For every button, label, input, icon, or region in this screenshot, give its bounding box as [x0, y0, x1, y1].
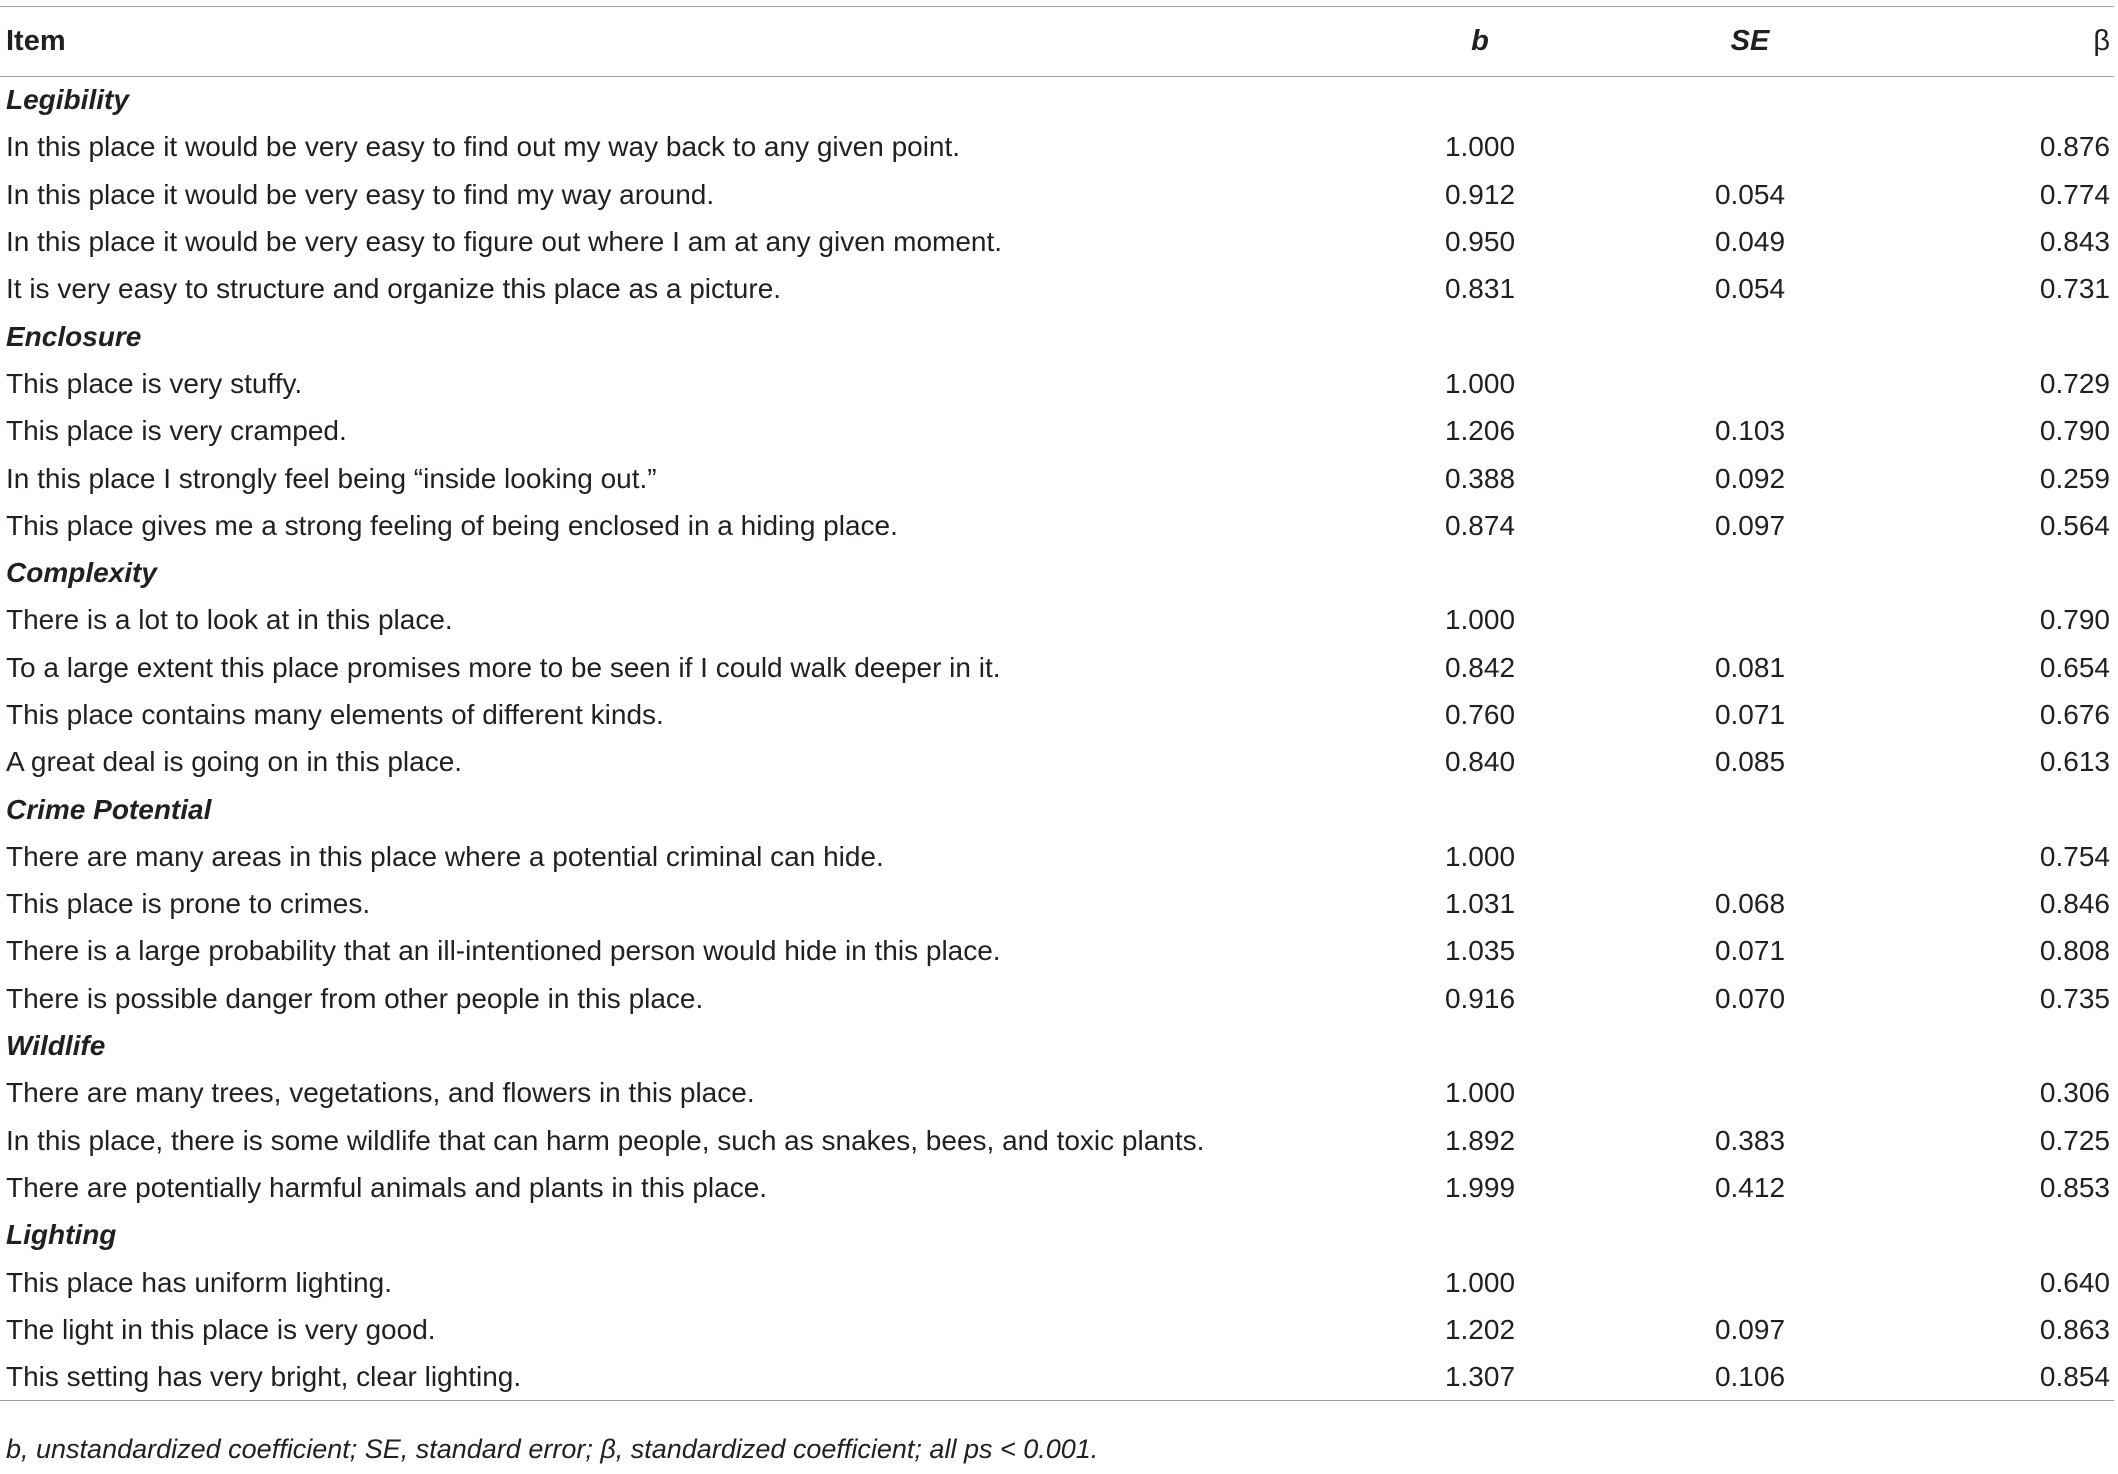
se-value: 0.092: [1714, 462, 1786, 494]
b-value: 0.760: [1444, 699, 1516, 730]
se-value: [1600, 597, 1900, 644]
item-text: A great deal is going on in this place.: [6, 746, 463, 778]
category-label: Wildlife: [6, 1030, 106, 1062]
item-text: This place gives me a strong feeling of being enclosed in a hiding place.: [6, 509, 898, 541]
table-row: [0, 171, 2114, 218]
b-value: 1.000: [1444, 131, 1516, 163]
b-value: 1.000: [1444, 604, 1516, 636]
bottom-rule: [0, 1401, 2114, 1402]
se-value: 0.106: [1714, 1360, 1786, 1392]
b-value: 1.031: [1444, 888, 1516, 920]
b-value: 1.035: [1444, 935, 1516, 967]
item-text: This place is very stuffy.: [6, 367, 303, 399]
beta-value: 0.676: [2039, 699, 2110, 730]
category-row: [0, 1212, 2114, 1259]
se-value: 0.054: [1714, 178, 1786, 210]
table-row: [0, 218, 2114, 265]
se-value: 0.054: [1714, 273, 1786, 305]
beta-value: 0.754: [2039, 840, 2110, 872]
se-value: 0.049: [1714, 226, 1786, 258]
table-row: [0, 597, 2114, 644]
table-row: [0, 1070, 2114, 1117]
item-text: This place has uniform lighting.: [6, 1266, 392, 1298]
table-row: [0, 455, 2114, 502]
table-footer: [0, 1401, 2114, 1402]
item-text: This place is very cramped.: [6, 415, 347, 447]
item-text: There is possible danger from other people in this place.: [6, 982, 704, 1014]
table-row: [0, 360, 2114, 407]
column-header-beta: β: [2093, 25, 2110, 57]
b-value: 0.874: [1444, 509, 1516, 541]
table-row: [0, 1164, 2114, 1211]
category-row: [0, 313, 2114, 360]
beta-value: 0.863: [2039, 1313, 2110, 1345]
item-text: There are many areas in this place where a potential criminal can hide.: [6, 840, 884, 872]
beta-value: 0.790: [2039, 604, 2110, 636]
b-value: 0.950: [1444, 226, 1516, 258]
se-value: 0.097: [1714, 509, 1786, 541]
table-row: [0, 1117, 2114, 1164]
item-text: In this place it would be very easy to figure out where I am at any given moment.: [6, 226, 1003, 258]
item-text: In this place it would be very easy to find out my way back to any given point.: [6, 131, 961, 163]
beta-value: 0.731: [2039, 273, 2110, 305]
item-text: This place contains many elements of different kinds.: [6, 699, 664, 730]
item-text: The light in this place is very good.: [6, 1313, 436, 1345]
item-text: There are potentially harmful animals and plants in this place.: [6, 1171, 768, 1203]
item-text: There are many trees, vegetations, and flowers in this place.: [6, 1077, 755, 1109]
beta-value: 0.808: [2039, 935, 2110, 967]
se-value: [1600, 1259, 1900, 1306]
factor-loadings-table: [0, 6, 2114, 1401]
se-value: [1600, 360, 1900, 407]
b-value: 1.206: [1444, 415, 1516, 447]
category-label: Legibility: [6, 84, 129, 116]
b-value: 0.842: [1444, 651, 1516, 683]
item-text: It is very easy to structure and organize this place as a picture.: [6, 273, 782, 305]
table-row: [0, 739, 2114, 786]
table-row: [0, 881, 2114, 928]
category-label: Complexity: [6, 557, 157, 589]
table-row: [0, 266, 2114, 313]
se-value: 0.097: [1714, 1313, 1786, 1345]
column-header-b: b: [1471, 25, 1489, 57]
table-row: [0, 124, 2114, 171]
beta-value: 0.564: [2039, 509, 2110, 541]
beta-value: 0.640: [2039, 1266, 2110, 1298]
beta-value: 0.774: [2039, 178, 2110, 210]
b-value: 1.892: [1444, 1124, 1516, 1156]
beta-value: 0.654: [2039, 651, 2110, 683]
category-row: [0, 77, 2114, 124]
se-value: 0.412: [1714, 1171, 1786, 1203]
beta-value: 0.725: [2039, 1124, 2110, 1156]
bottom-rule-cell: [0, 1401, 2114, 1402]
beta-value: 0.735: [2039, 982, 2110, 1014]
b-value: 1.000: [1444, 840, 1516, 872]
category-label: Crime Potential: [6, 793, 212, 825]
b-value: 0.388: [1444, 462, 1516, 494]
b-value: 1.000: [1444, 367, 1516, 399]
se-value: [1600, 124, 1900, 171]
table-row: [0, 1354, 2114, 1401]
table-row: [0, 1306, 2114, 1353]
category-row: [0, 1022, 2114, 1069]
category-row: [0, 549, 2114, 596]
item-text: This place is prone to crimes.: [6, 888, 371, 920]
beta-value: 0.843: [2039, 226, 2110, 258]
category-row: [0, 786, 2114, 833]
item-text: To a large extent this place promises more to be seen if I could walk deeper in it.: [6, 651, 1001, 683]
b-value: 1.000: [1444, 1077, 1516, 1109]
b-value: 0.831: [1444, 273, 1516, 305]
se-value: 0.071: [1714, 699, 1786, 730]
se-value: 0.068: [1714, 888, 1786, 920]
b-value: 0.840: [1444, 746, 1516, 778]
table-header: [0, 7, 2114, 77]
se-value: 0.081: [1714, 651, 1786, 683]
category-label: Enclosure: [6, 320, 142, 352]
table-row: [0, 975, 2114, 1022]
table-row: [0, 502, 2114, 549]
column-header-se: SE: [1730, 25, 1770, 57]
table-row: [0, 644, 2114, 691]
beta-value: 0.853: [2039, 1171, 2110, 1203]
se-value: 0.103: [1714, 415, 1786, 447]
column-header-item: Item: [6, 25, 66, 57]
table-footnote: b, unstandardized coefficient; SE, standard error; β, standardized coefficient; all ps < 0.001.: [6, 1434, 1099, 1464]
beta-value: 0.876: [2039, 131, 2110, 163]
beta-value: 0.259: [2039, 462, 2110, 494]
table-row: [0, 928, 2114, 975]
item-text: In this place, there is some wildlife that can harm people, such as snakes, bees, and toxic plants.: [6, 1124, 1205, 1156]
beta-value: 0.613: [2039, 746, 2110, 778]
b-value: 1.307: [1444, 1360, 1516, 1392]
se-value: 0.071: [1714, 935, 1786, 967]
beta-value: 0.846: [2039, 888, 2110, 920]
se-value: 0.085: [1714, 746, 1786, 778]
item-text: This setting has very bright, clear lighting.: [6, 1360, 522, 1392]
item-text: There is a lot to look at in this place.: [6, 604, 453, 636]
se-value: 0.070: [1714, 982, 1786, 1014]
table-row: [0, 833, 2114, 880]
b-value: 1.202: [1444, 1313, 1516, 1345]
item-text: In this place it would be very easy to find my way around.: [6, 178, 715, 210]
header-row: [0, 7, 2114, 77]
b-value: 1.000: [1444, 1266, 1516, 1298]
b-value: 0.912: [1444, 178, 1516, 210]
beta-value: 0.306: [2039, 1077, 2110, 1109]
beta-value: 0.729: [2039, 367, 2110, 399]
table-row: [0, 408, 2114, 455]
beta-value: 0.790: [2039, 415, 2110, 447]
b-value: 0.916: [1444, 982, 1516, 1014]
category-label: Lighting: [6, 1219, 117, 1251]
item-text: There is a large probability that an ill-intentioned person would hide in this place.: [6, 935, 1001, 967]
b-value: 1.999: [1444, 1171, 1516, 1203]
table-body: [0, 77, 2114, 1401]
item-text: In this place I strongly feel being “inside looking out.”: [6, 462, 657, 494]
table-row: [0, 1259, 2114, 1306]
table-row: [0, 691, 2114, 738]
beta-value: 0.854: [2039, 1360, 2110, 1392]
se-value: [1600, 1070, 1900, 1117]
se-value: 0.383: [1714, 1124, 1786, 1156]
se-value: [1600, 833, 1900, 880]
